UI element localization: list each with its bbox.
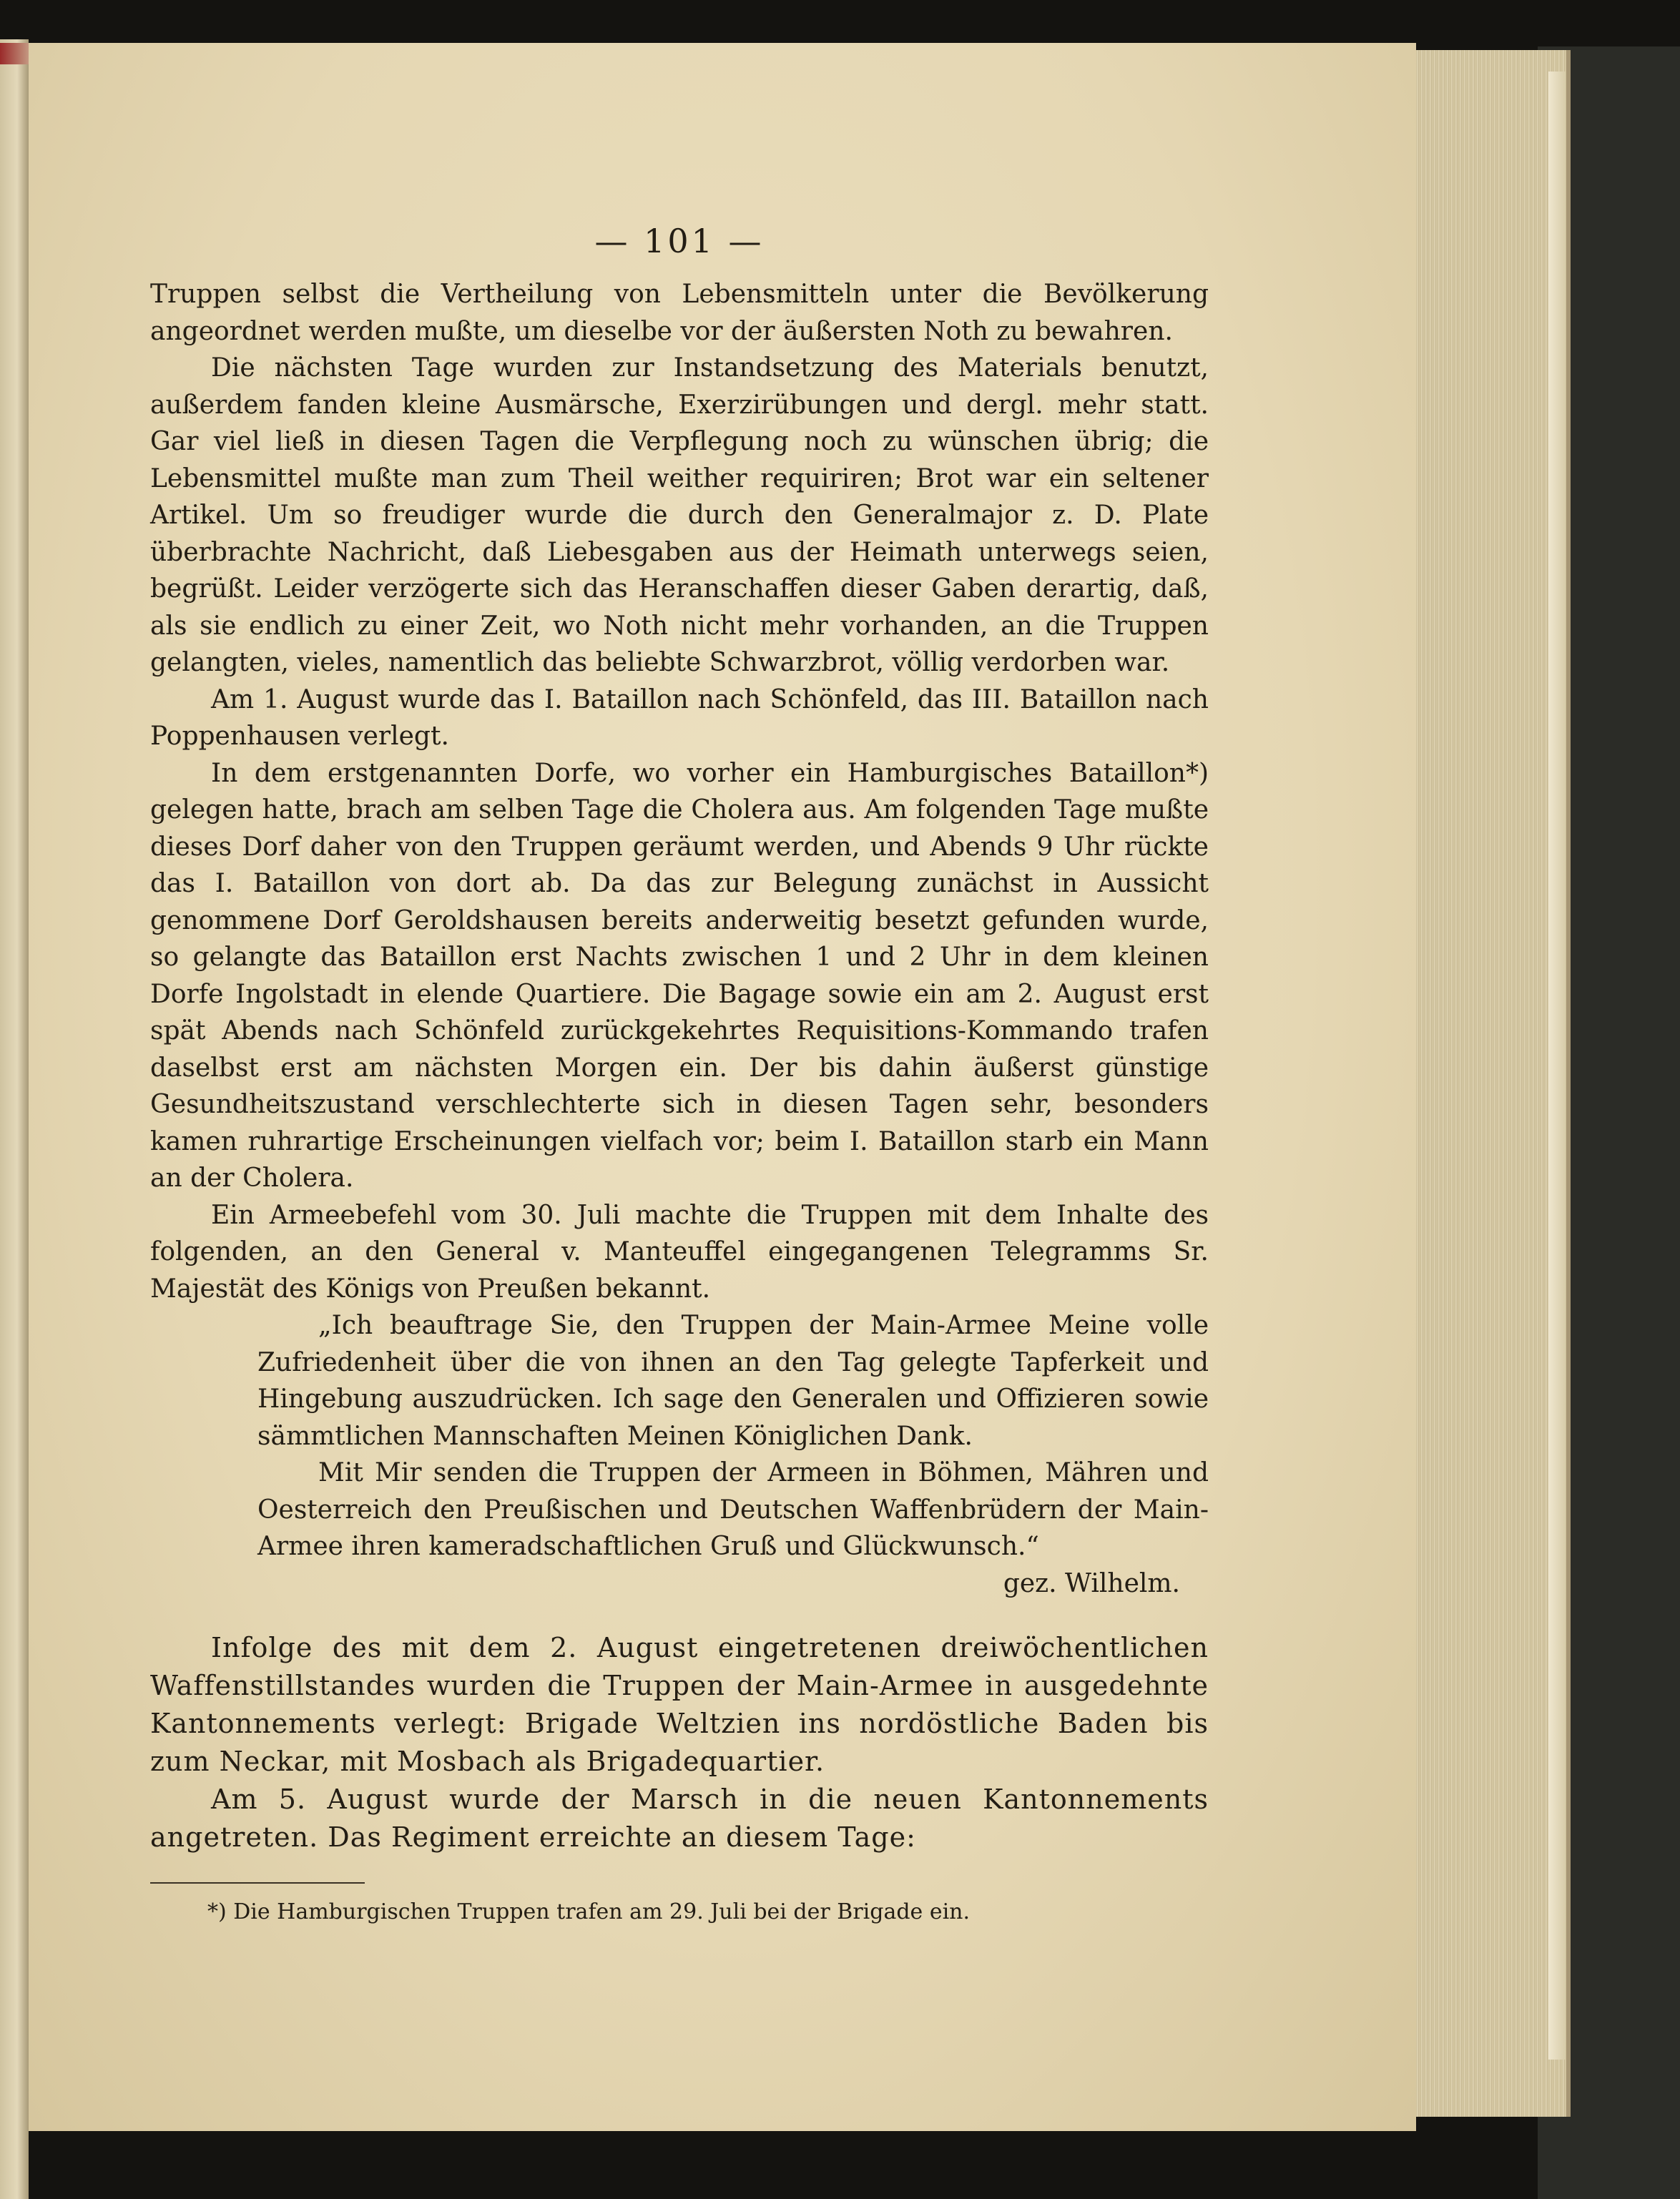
quote-paragraph: Mit Mir senden die Truppen der Armeen in Böhmen, Mähren und Oesterreich den Preußischen und Deutschen Waffenbrüdern der Main-Armee ihren kameradschaftlichen Gruß und Glückwunsch.“ — [257, 1458, 1209, 1561]
footnote-divider — [150, 1882, 365, 1884]
section-gap — [150, 1602, 1209, 1629]
paragraph: Truppen selbst die Vertheilung von Lebensmitteln unter die Bevölkerung angeordnet werden mußte, um dieselbe vor der äußersten Noth zu bewahren. — [150, 280, 1209, 346]
page-edges-end — [1548, 72, 1566, 2060]
paragraph: Ein Armeebefehl vom 30. Juli machte die Truppen mit dem Inhalte des folgenden, an den General v. Manteuffel eingegangenen Telegramms Sr. Majestät des Königs von Preußen bekannt. — [150, 1200, 1209, 1304]
paragraph: Am 1. August wurde das I. Bataillon nach Schönfeld, das III. Bataillon nach Poppenhausen verlegt. — [150, 684, 1209, 751]
paragraph: Die nächsten Tage wurden zur Instandsetzung des Materials benutzt, außerdem fanden kleine Ausmärsche, Exerzirübungen und dergl. mehr statt. Gar viel ließ in diesen Tagen die Verpflegung noch zu wünschen übrig; die Lebensmittel mußte man zum Theil weither requiriren; Brot war ein seltener Artikel. Um so freudiger wurde die durch den Generalmajor z. D. Plate überbrachte Nachricht, daß Liebesgaben aus der Heimath unterwegs seien, begrüßt. Leider verzögerte sich das Heranschaffen dieser Gaben derartig, daß, als sie endlich zu einer Zeit, wo Noth nicht mehr vorhanden, an die Truppen gelangten, vieles, namentlich das beliebte Schwarzbrot, völlig verdorben war. — [150, 353, 1209, 677]
page-content — [150, 222, 1209, 1927]
page-edges — [1402, 50, 1571, 2117]
telegram-quote — [257, 1307, 1209, 1565]
left-page-edge — [0, 39, 29, 2199]
quote-paragraph: „Ich beauftrage Sie, den Truppen der Main-Armee Meine volle Zufriedenheit über die von ihnen an den Tag gelegte Tapferkeit und Hingebung auszudrücken. Ich sage den Generalen und Offizieren sowie sämmtlichen Mannschaften Meinen Königlichen Dank. — [257, 1311, 1209, 1451]
paragraph: In dem erstgenannten Dorfe, wo vorher ein Hamburgisches Bataillon*) gelegen hatte, brach am selben Tage die Cholera aus. Am folgenden Tage mußte dieses Dorf daher von den Truppen geräumt werden, und Abends 9 Uhr rückte das I. Bataillon von dort ab. Da das zur Belegung zunächst in Aussicht genommene Dorf Geroldshausen bereits anderweitig besetzt gefunden wurde, so gelangte das Bataillon erst Nachts zwischen 1 und 2 Uhr in dem kleinen Dorfe Ingolstadt in elende Quartiere. Die Bagage sowie ein am 2. August erst spät Abends nach Schönfeld zurückgekehrtes Requisitions-Kommando trafen daselbst erst am nächsten Morgen ein. Der bis dahin äußerst günstige Gesundheitszustand verschlechterte sich in diesen Tagen sehr, besonders kamen ruhrartige Erscheinungen vielfach vor; beim I. Bataillon starb ein Mann an der Cholera. — [150, 758, 1209, 1193]
quote-signature: gez. Wilhelm. — [1003, 1568, 1180, 1598]
section-paragraph: Infolge des mit dem 2. August eingetretenen dreiwöchentlichen Waffenstillstandes wurden die Truppen der Main-Armee in ausgedehnte Kantonnements verlegt: Brigade Weltzien ins nordöstliche Baden bis zum Neckar, mit Mosbach als Brigadequartier. — [150, 1632, 1209, 1777]
page-number: — 101 — — [594, 222, 765, 260]
footnote: *) Die Hamburgischen Truppen trafen am 29. Juli bei der Brigade ein. — [207, 1899, 971, 1924]
section-paragraph: Am 5. August wurde der Marsch in die neuen Kantonnements angetreten. Das Regiment erreichte an diesem Tage: — [150, 1784, 1209, 1853]
book-page — [29, 43, 1416, 2131]
